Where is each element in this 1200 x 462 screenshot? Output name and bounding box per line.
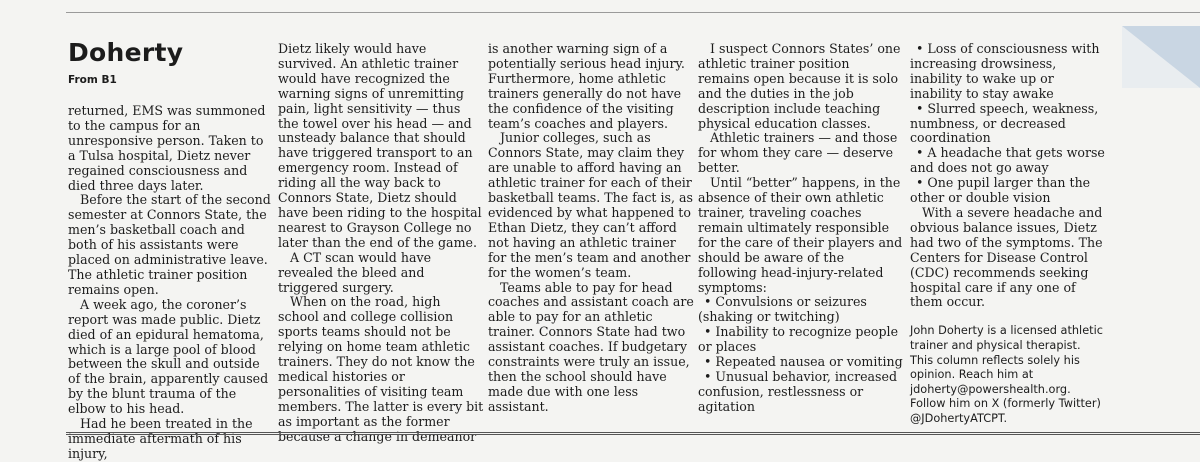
paragraph: is another warning sign of a potentially serious head injury. Furthermore, home athletic trainers generally do not have the confidence of the visiting team’s coaches and players. [488, 41, 685, 131]
spacer [910, 310, 1106, 324]
paragraph: returned, EMS was summoned to the campus for an unresponsive person. Taken to a Tulsa hospital, Dietz never regained consciousness and died three days later. [68, 103, 266, 193]
paragraph: Junior colleges, such as Connors State, may claim they are unable to afford having an athletic trainer for each of their basketball teams. The fact is, as evidenced by what happened to Ethan Dietz, they can’t afford not having an athletic trainer for the men’s team and another for the women’s team. [488, 130, 693, 280]
text-column-4 [698, 42, 904, 415]
paragraph: A CT scan would have revealed the bleed and triggered surgery. [278, 249, 432, 295]
symptom-bullet: • One pupil larger than the other or double vision [910, 175, 1091, 206]
column-headline: Doherty [68, 38, 184, 67]
paragraph: A week ago, the coroner’s report was made public. Dietz died of an epidural hematoma, which is a large pool of blood between the skull and outside of the brain, apparently caused by the blunt trauma of the elbow to his head. [68, 296, 269, 417]
text-column-2 [278, 42, 484, 444]
symptom-bullet: • Loss of consciousness with increasing drowsiness, inability to wake up or inability to stay awake [910, 41, 1100, 101]
text-column-5 [910, 42, 1106, 426]
symptom-bullet: • Unusual behavior, increased confusion, restlessness or agitation [698, 368, 898, 414]
symptom-bullet: • Slurred speech, weakness, numbness, or decreased coordination [910, 100, 1099, 146]
paragraph: With a severe headache and obvious balance issues, Dietz had two of the symptoms. The Centers for Disease Control (CDC) recommends seeking hospital care if any one of them occur. [910, 204, 1103, 310]
bottom-rule [66, 432, 1200, 435]
page-curl-icon [1122, 26, 1200, 88]
paragraph: I suspect Connors States’ one athletic trainer position remains open because it is solo and the duties in the job description include teaching physical education classes. [698, 41, 901, 131]
paragraph: When on the road, high school and college collision sports teams should not be relying on home team athletic trainers. They do not know the medical histories or personalities of visiting team members. The latter is every bit as important as the former because a change in demeanor [278, 294, 484, 444]
symptom-bullet: • A headache that gets worse and does not go away [910, 145, 1105, 176]
paragraph: Before the start of the second semester at Connors State, the men’s basketball coach and both of his assistants were placed on administrative leave. The athletic trainer position remains open. [68, 192, 271, 297]
jump-line: From B1 [68, 74, 117, 86]
top-rule [66, 12, 1200, 13]
text-column-3 [488, 42, 694, 415]
symptom-bullet: • Repeated nausea or vomiting [704, 354, 903, 370]
text-column-1 [68, 104, 274, 462]
author-bio: John Doherty is a licensed athletic trainer and physical therapist. This column reflects solely his opinion. Reach him at jdoherty@powershealth.org. Follow him on X (formerly Twitter) @JDohertyATCPT. [910, 324, 1103, 425]
paragraph: Teams able to pay for head coaches and assistant coach are able to pay for an athletic trainer. Connors State had two assistant coaches. If budgetary constraints were truly an issue, then the school should have made due with one less assistant. [488, 279, 694, 414]
symptom-bullet: • Inability to recognize people or places [698, 324, 899, 355]
paragraph: Had he been treated in the immediate aftermath of his injury, [68, 416, 253, 461]
paragraph: Athletic trainers — and those for whom they care — deserve better. [698, 130, 898, 176]
symptom-bullet: • Convulsions or seizures (shaking or twitching) [698, 294, 867, 325]
paragraph: Until “better” happens, in the absence of their own athletic trainer, traveling coaches remain ultimately responsible for the care of their players and should be aware of the following head-injury-related symptoms: [698, 175, 903, 295]
paragraph: Dietz likely would have survived. An athletic trainer would have recognized the warning signs of unremitting pain, light sensitivity — thus the towel over his head — and unsteady balance that should have triggered transport to an emergency room. Instead of riding all the way back to Connors State, Dietz should have been riding to the hospital nearest to Grayson College no later than the end of the game. [278, 41, 482, 250]
